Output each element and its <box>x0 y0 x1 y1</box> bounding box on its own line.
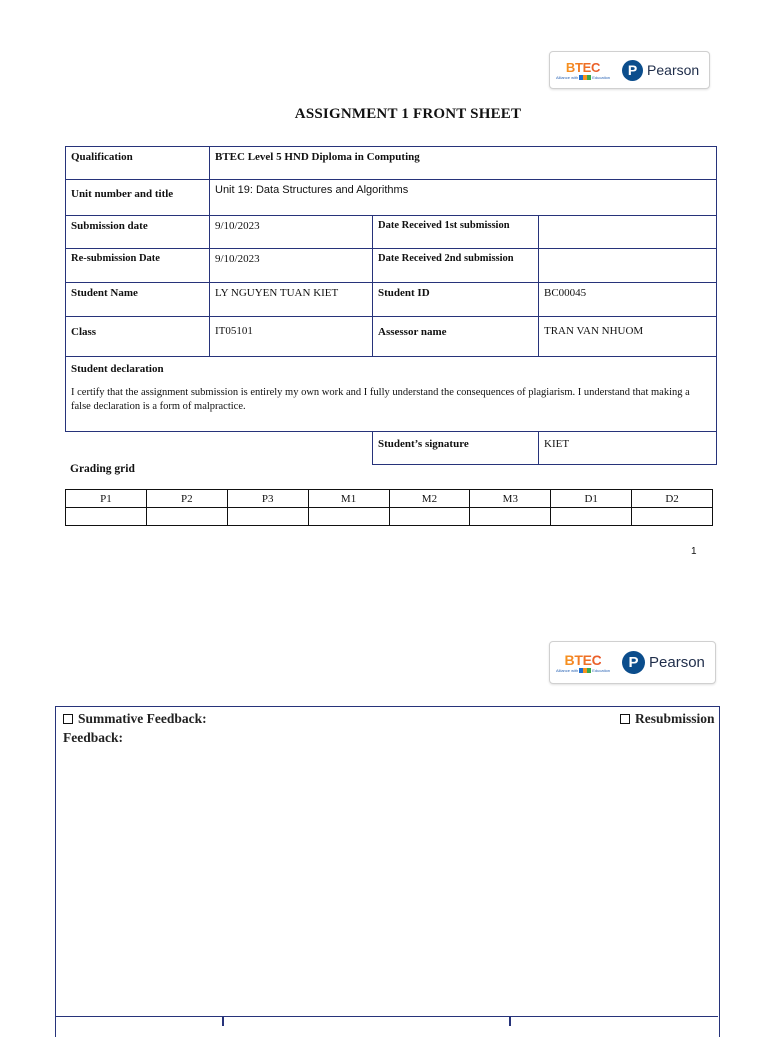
logo-banner-second-page <box>549 641 716 684</box>
grading-grid-table <box>65 489 713 526</box>
grade-cell-m1 <box>308 508 389 526</box>
summative-feedback-label: Summative Feedback: <box>78 711 207 726</box>
student-id-label: Student ID <box>373 283 539 317</box>
grade-cell-m2 <box>389 508 470 526</box>
grading-grid-label: Grading grid <box>70 463 135 475</box>
btec-tagline <box>556 668 610 673</box>
feedback-bottom-divider <box>55 1016 718 1017</box>
declaration-title: Student declaration <box>71 363 164 375</box>
unit-label: Unit number and title <box>66 180 210 216</box>
table-row <box>66 317 717 357</box>
fpt-logo-icon <box>579 668 591 673</box>
grade-header-d1: D1 <box>551 490 632 508</box>
declaration-text: I certify that the assignment submission is entirely my own work and I fully understand the consequences of plagiarism. I understand that making a false declaration is a form of malpractice. <box>71 387 690 412</box>
feedback-heading: Feedback: <box>63 730 123 745</box>
pearson-logo-text: Pearson <box>649 654 705 671</box>
qualification-label: Qualification <box>66 147 210 180</box>
qualification-value: BTEC Level 5 HND Diploma in Computing <box>210 147 717 180</box>
btec-logo <box>556 652 610 673</box>
signature-value: KIET <box>539 432 717 465</box>
date-received-2-label: Date Received 2nd submission <box>373 249 539 283</box>
class-value: IT05101 <box>210 317 373 357</box>
table-row <box>66 249 717 283</box>
table-row <box>66 283 717 317</box>
unit-value: Unit 19: Data Structures and Algorithms <box>210 180 717 216</box>
student-declaration <box>66 357 717 432</box>
signature-label: Student’s signature <box>373 432 539 465</box>
btec-tagline-left: Alliance with <box>556 75 579 80</box>
pearson-logo-text: Pearson <box>647 62 700 78</box>
student-name-label: Student Name <box>66 283 210 317</box>
date-received-1-label: Date Received 1st submission <box>373 216 539 249</box>
resubmission-date-value: 9/10/2023 <box>210 249 373 283</box>
grade-header-d2: D2 <box>632 490 713 508</box>
grade-cell-d2 <box>632 508 713 526</box>
resubmission-date-label: Re-submission Date <box>66 249 210 283</box>
summative-feedback-option[interactable] <box>63 711 207 727</box>
pearson-logo-icon: P <box>622 651 645 674</box>
btec-tagline-right: Education <box>592 75 611 80</box>
table-row <box>66 508 713 526</box>
grade-cell-p1 <box>66 508 147 526</box>
btec-tagline <box>556 75 610 80</box>
table-row <box>66 147 717 180</box>
btec-logo-text: BTEC <box>564 652 602 668</box>
assessor-label: Assessor name <box>373 317 539 357</box>
grade-cell-p2 <box>146 508 227 526</box>
pearson-logo-icon: P <box>622 60 643 81</box>
table-row <box>66 490 713 508</box>
feedback-box <box>55 706 720 1037</box>
table-row <box>66 216 717 249</box>
fpt-logo-icon <box>579 75 591 80</box>
page-title: ASSIGNMENT 1 FRONT SHEET <box>294 106 522 122</box>
table-row <box>66 357 717 432</box>
grade-cell-p3 <box>227 508 308 526</box>
page-number: 1 <box>691 546 697 557</box>
grade-header-p2: P2 <box>146 490 227 508</box>
feedback-label <box>63 730 123 746</box>
date-received-1-value <box>539 216 717 249</box>
date-received-2-value <box>539 249 717 283</box>
class-label: Class <box>66 317 210 357</box>
grade-header-m3: M3 <box>470 490 551 508</box>
resubmission-label: Resubmission <box>635 711 715 726</box>
submission-date-value: 9/10/2023 <box>210 216 373 249</box>
grade-cell-m3 <box>470 508 551 526</box>
resubmission-option[interactable] <box>620 711 715 727</box>
grade-header-m1: M1 <box>308 490 389 508</box>
btec-tagline-right: Education <box>592 668 611 673</box>
column-divider <box>222 1016 224 1026</box>
front-sheet-table <box>65 146 717 465</box>
grade-header-p3: P3 <box>227 490 308 508</box>
grade-cell-d1 <box>551 508 632 526</box>
btec-logo <box>556 60 610 80</box>
checkbox-icon[interactable] <box>620 714 630 724</box>
btec-logo-text: BTEC <box>565 60 601 75</box>
btec-tagline-left: Alliance with <box>556 668 579 673</box>
signature-spacer <box>66 432 373 465</box>
student-id-value: BC00045 <box>539 283 717 317</box>
column-divider <box>509 1016 511 1026</box>
checkbox-icon[interactable] <box>63 714 73 724</box>
student-name-value: LY NGUYEN TUAN KIET <box>210 283 373 317</box>
table-row <box>66 180 717 216</box>
table-row <box>66 432 717 465</box>
submission-date-label: Submission date <box>66 216 210 249</box>
logo-banner-top <box>549 51 710 89</box>
grade-header-m2: M2 <box>389 490 470 508</box>
assessor-value: TRAN VAN NHUOM <box>539 317 717 357</box>
grade-header-p1: P1 <box>66 490 147 508</box>
